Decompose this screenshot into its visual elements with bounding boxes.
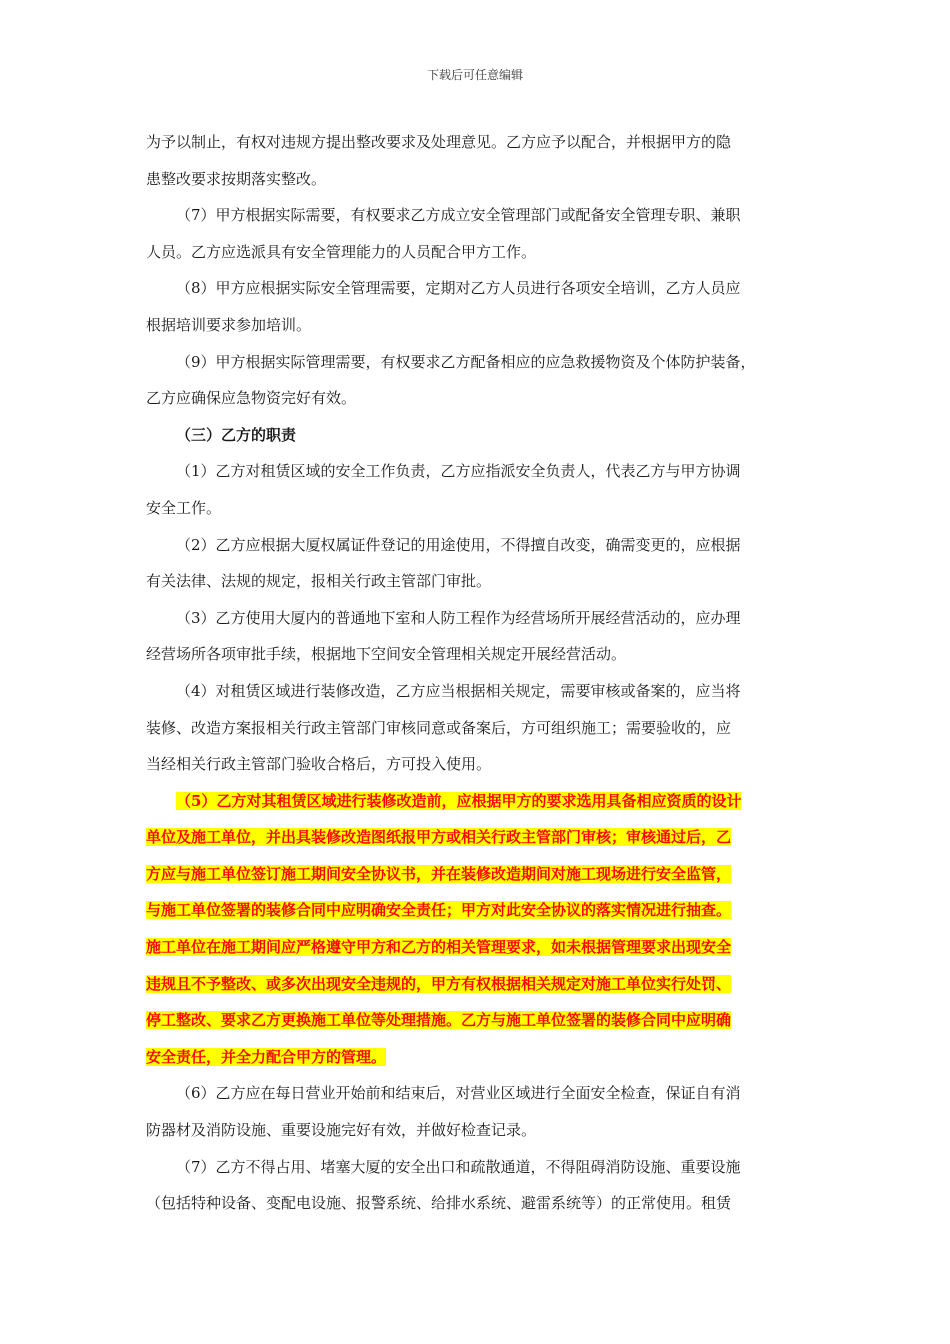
paragraph: [146, 673, 810, 783]
highlighted-paragraph: [146, 783, 810, 1076]
paragraph: [146, 600, 810, 673]
paragraph-line: （4）对租赁区域进行装修改造，乙方应当根据相关规定，需要审核或备案的，应当将: [176, 681, 741, 700]
paragraph-line: （1）乙方对租赁区域的安全工作负责，乙方应指派安全负责人，代表乙方与甲方协调: [176, 462, 741, 481]
paragraph: [146, 1075, 810, 1148]
paragraph-line: 患整改要求按期落实整改。: [146, 169, 327, 188]
paragraph: [146, 124, 810, 197]
paragraph-line: 有关法律、法规的规定，报相关行政主管部门审批。: [146, 572, 492, 591]
document-body: [146, 124, 810, 1222]
paragraph-line: （7）甲方根据实际需要，有权要求乙方成立安全管理部门或配备安全管理专职、兼职: [176, 206, 741, 225]
paragraph-line: （8）甲方应根据实际安全管理需要，定期对乙方人员进行各项安全培训，乙方人员应: [176, 279, 741, 298]
paragraph-line: （7）乙方不得占用、堵塞大厦的安全出口和疏散通道，不得阻碍消防设施、重要设施: [176, 1157, 741, 1176]
paragraph-line: （3）乙方使用大厦内的普通地下室和人防工程作为经营场所开展经营活动的，应办理: [176, 608, 741, 627]
paragraph: [146, 1149, 810, 1222]
paragraph-line: 当经相关行政主管部门验收合格后，方可投入使用。: [146, 755, 492, 774]
paragraph-line: 防器材及消防设施、重要设施完好有效，并做好检查记录。: [146, 1121, 537, 1140]
paragraph-line: 乙方应确保应急物资完好有效。: [146, 389, 357, 408]
paragraph-line: 根据培训要求参加培训。: [146, 315, 312, 334]
paragraph-line: 违规且不予整改、或多次出现安全违规的，甲方有权根据相关规定对施工单位实行处罚、: [146, 974, 732, 993]
paragraph-line: 安全工作。: [146, 498, 222, 517]
paragraph: [146, 453, 810, 526]
paragraph-line: （2）乙方应根据大厦权属证件登记的用途使用，不得擅自改变，确需变更的，应根据: [176, 535, 741, 554]
paragraph: [146, 527, 810, 600]
paragraph-line: 经营场所各项审批手续，根据地下空间安全管理相关规定开展经营活动。: [146, 645, 627, 664]
paragraph-line: （5）乙方对其租赁区域进行装修改造前，应根据甲方的要求选用具备相应资质的设计: [176, 791, 742, 810]
paragraph-line: （三）乙方的职责: [176, 425, 297, 444]
paragraph: [146, 344, 810, 417]
page-header: 下载后可任意编辑: [426, 68, 523, 82]
paragraph-line: 人员。乙方应选派具有安全管理能力的人员配合甲方工作。: [146, 242, 537, 261]
paragraph-line: 单位及施工单位，并出具装修改造图纸报甲方或相关行政主管部门审核；审核通过后，乙: [146, 828, 732, 847]
paragraph-line: （9）甲方根据实际管理需要，有权要求乙方配备相应的应急救援物资及个体防护装备，: [176, 352, 756, 371]
paragraph-line: 停工整改、要求乙方更换施工单位等处理措施。乙方与施工单位签署的装修合同中应明确: [146, 1011, 732, 1030]
paragraph: [146, 197, 810, 270]
paragraph-line: 施工单位在施工期间应严格遵守甲方和乙方的相关管理要求，如未根据管理要求出现安全: [146, 938, 732, 957]
paragraph-line: （包括特种设备、变配电设施、报警系统、给排水系统、避雷系统等）的正常使用。租赁: [146, 1194, 732, 1213]
paragraph-line: 与施工单位签署的装修合同中应明确安全责任；甲方对此安全协议的落实情况进行抽查。: [146, 901, 732, 920]
section-heading: [146, 417, 810, 454]
paragraph-line: 安全责任，并全力配合甲方的管理。: [146, 1047, 387, 1066]
paragraph-line: 为予以制止，有权对违规方提出整改要求及处理意见。乙方应予以配合，并根据甲方的隐: [146, 133, 732, 151]
paragraph-line: 装修、改造方案报相关行政主管部门审核同意或备案后，方可组织施工；需要验收的，应: [146, 718, 732, 737]
paragraph-line: 方应与施工单位签订施工期间安全协议书，并在装修改造期间对施工现场进行安全监管，: [146, 864, 732, 883]
paragraph: [146, 270, 810, 343]
paragraph-line: （6）乙方应在每日营业开始前和结束后，对营业区域进行全面安全检查，保证自有消: [176, 1084, 741, 1103]
